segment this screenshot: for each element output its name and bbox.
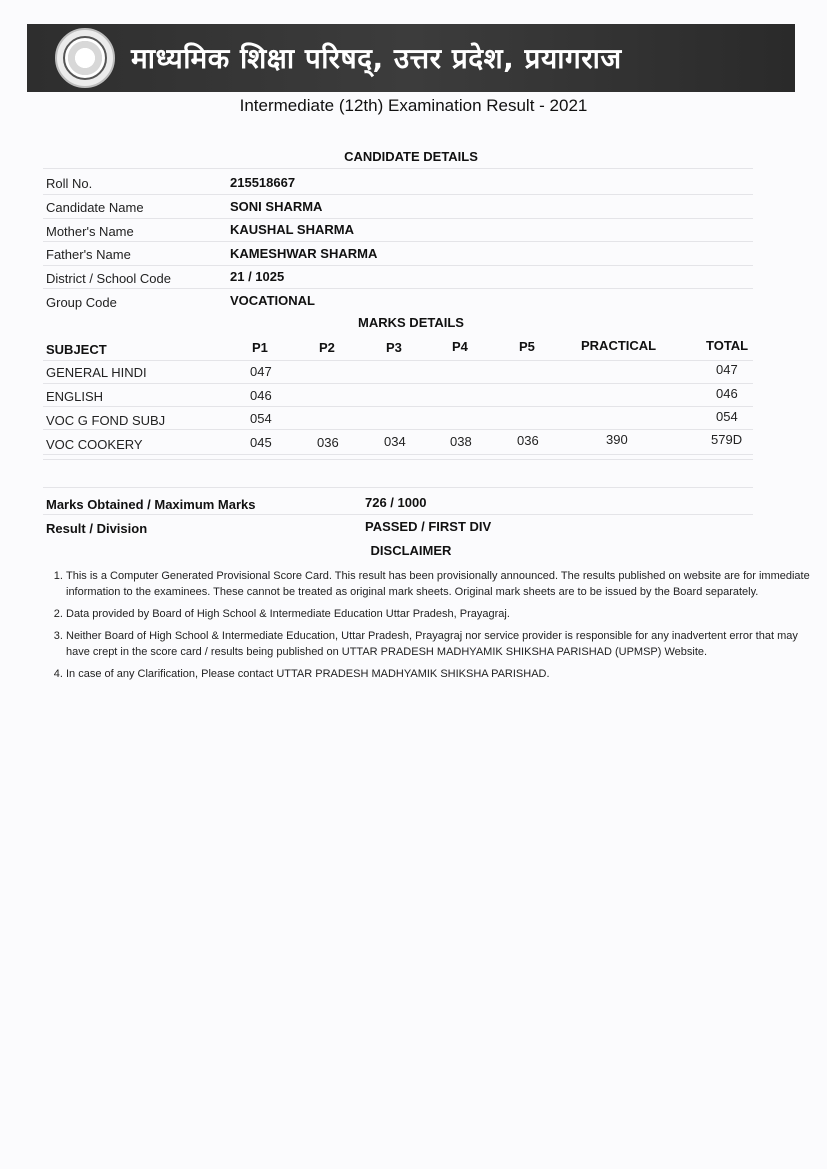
- divider: [43, 288, 753, 289]
- divider: [43, 194, 753, 195]
- roll-no-value: 215518667: [230, 175, 296, 190]
- disclaimer-item: 3. Neither Board of High School & Intermediate Education, Uttar Pradesh, Prayagraj nor service provider is responsible for any inadvertent error that may have crept in the score card / results being published on UTTAR PRADESH MADHYAMIK SHIKSHA PARISHAD (UPMSP) Website.: [66, 628, 811, 660]
- column-header-total: TOTAL: [706, 338, 749, 353]
- table-cell-subject: VOC G FOND SUBJ: [46, 413, 166, 428]
- table-cell-total: 046: [716, 386, 738, 401]
- header-banner: [27, 24, 795, 92]
- group-code-value: VOCATIONAL: [230, 293, 315, 308]
- table-cell-subject: GENERAL HINDI: [46, 365, 147, 380]
- divider: [43, 218, 753, 219]
- result-division-label: Result / Division: [46, 521, 148, 536]
- table-cell-p1: 047: [250, 364, 272, 379]
- marks-obtained-value: 726 / 1000: [365, 495, 427, 510]
- column-header-p5: P5: [519, 339, 535, 354]
- table-cell-subject: VOC COOKERY: [46, 437, 143, 452]
- marks-obtained-label: Marks Obtained / Maximum Marks: [46, 497, 256, 512]
- column-header-p4: P4: [452, 339, 468, 354]
- table-cell-subject: ENGLISH: [46, 389, 104, 404]
- district-school-code-value: 21 / 1025: [230, 269, 285, 284]
- column-header-practical: PRACTICAL: [581, 338, 657, 353]
- mother-name-value: KAUSHAL SHARMA: [230, 222, 354, 237]
- table-cell-p2: 036: [317, 435, 339, 450]
- column-header-p1: P1: [252, 340, 268, 355]
- table-cell-p5: 036: [517, 433, 539, 448]
- divider: [43, 429, 753, 430]
- candidate-details-heading: CANDIDATE DETAILS: [344, 149, 478, 164]
- column-header-p3: P3: [386, 340, 402, 355]
- column-header-subject: SUBJECT: [46, 342, 107, 357]
- disclaimer-list: [30, 568, 811, 688]
- disclaimer-item: 1. This is a Computer Generated Provisional Score Card. This result has been provisionally announced. The results published on website are for immediate information to the examinees. These cannot be treated as original mark sheets. Original mark sheets are to be issued by the Board separately.: [66, 568, 811, 600]
- father-name-label: Father's Name: [46, 247, 131, 262]
- district-school-code-label: District / School Code: [46, 271, 171, 286]
- divider: [43, 406, 753, 407]
- divider: [43, 459, 753, 460]
- divider: [43, 360, 753, 361]
- disclaimer-item: 2. Data provided by Board of High School & Intermediate Education Uttar Pradesh, Prayagraj.: [66, 606, 811, 622]
- exam-title: Intermediate (12th) Examination Result - 2021: [239, 96, 588, 115]
- result-division-value: PASSED / FIRST DIV: [365, 519, 492, 534]
- table-cell-practical: 390: [606, 432, 628, 447]
- candidate-name-value: SONI SHARMA: [230, 199, 323, 214]
- table-cell-p1: 045: [250, 435, 272, 450]
- mother-name-label: Mother's Name: [46, 224, 134, 239]
- table-cell-p1: 054: [250, 411, 272, 426]
- candidate-name-label: Candidate Name: [46, 200, 144, 215]
- divider: [43, 487, 753, 488]
- table-cell-p4: 038: [450, 434, 472, 449]
- divider: [43, 514, 753, 515]
- divider: [43, 265, 753, 266]
- table-cell-total: 047: [716, 362, 738, 377]
- disclaimer-heading: DISCLAIMER: [370, 543, 452, 558]
- upmsp-emblem-icon: [55, 28, 115, 88]
- divider: [43, 241, 753, 242]
- divider: [43, 168, 753, 169]
- father-name-value: KAMESHWAR SHARMA: [230, 246, 378, 261]
- disclaimer-item: 4. In case of any Clarification, Please contact UTTAR PRADESH MADHYAMIK SHIKSHA PARISHAD.: [66, 666, 811, 682]
- column-header-p2: P2: [319, 340, 335, 355]
- table-cell-total: 579D: [711, 432, 743, 447]
- table-cell-total: 054: [716, 409, 738, 424]
- marks-details-heading: MARKS DETAILS: [358, 315, 464, 330]
- divider: [43, 454, 753, 455]
- roll-no-label: Roll No.: [46, 176, 93, 191]
- divider: [43, 383, 753, 384]
- group-code-label: Group Code: [46, 295, 117, 310]
- table-cell-p3: 034: [384, 434, 406, 449]
- board-title: माध्यमिक शिक्षा परिषद्, उत्तर प्रदेश, प्रयागराज: [131, 42, 622, 75]
- table-cell-p1: 046: [250, 388, 272, 403]
